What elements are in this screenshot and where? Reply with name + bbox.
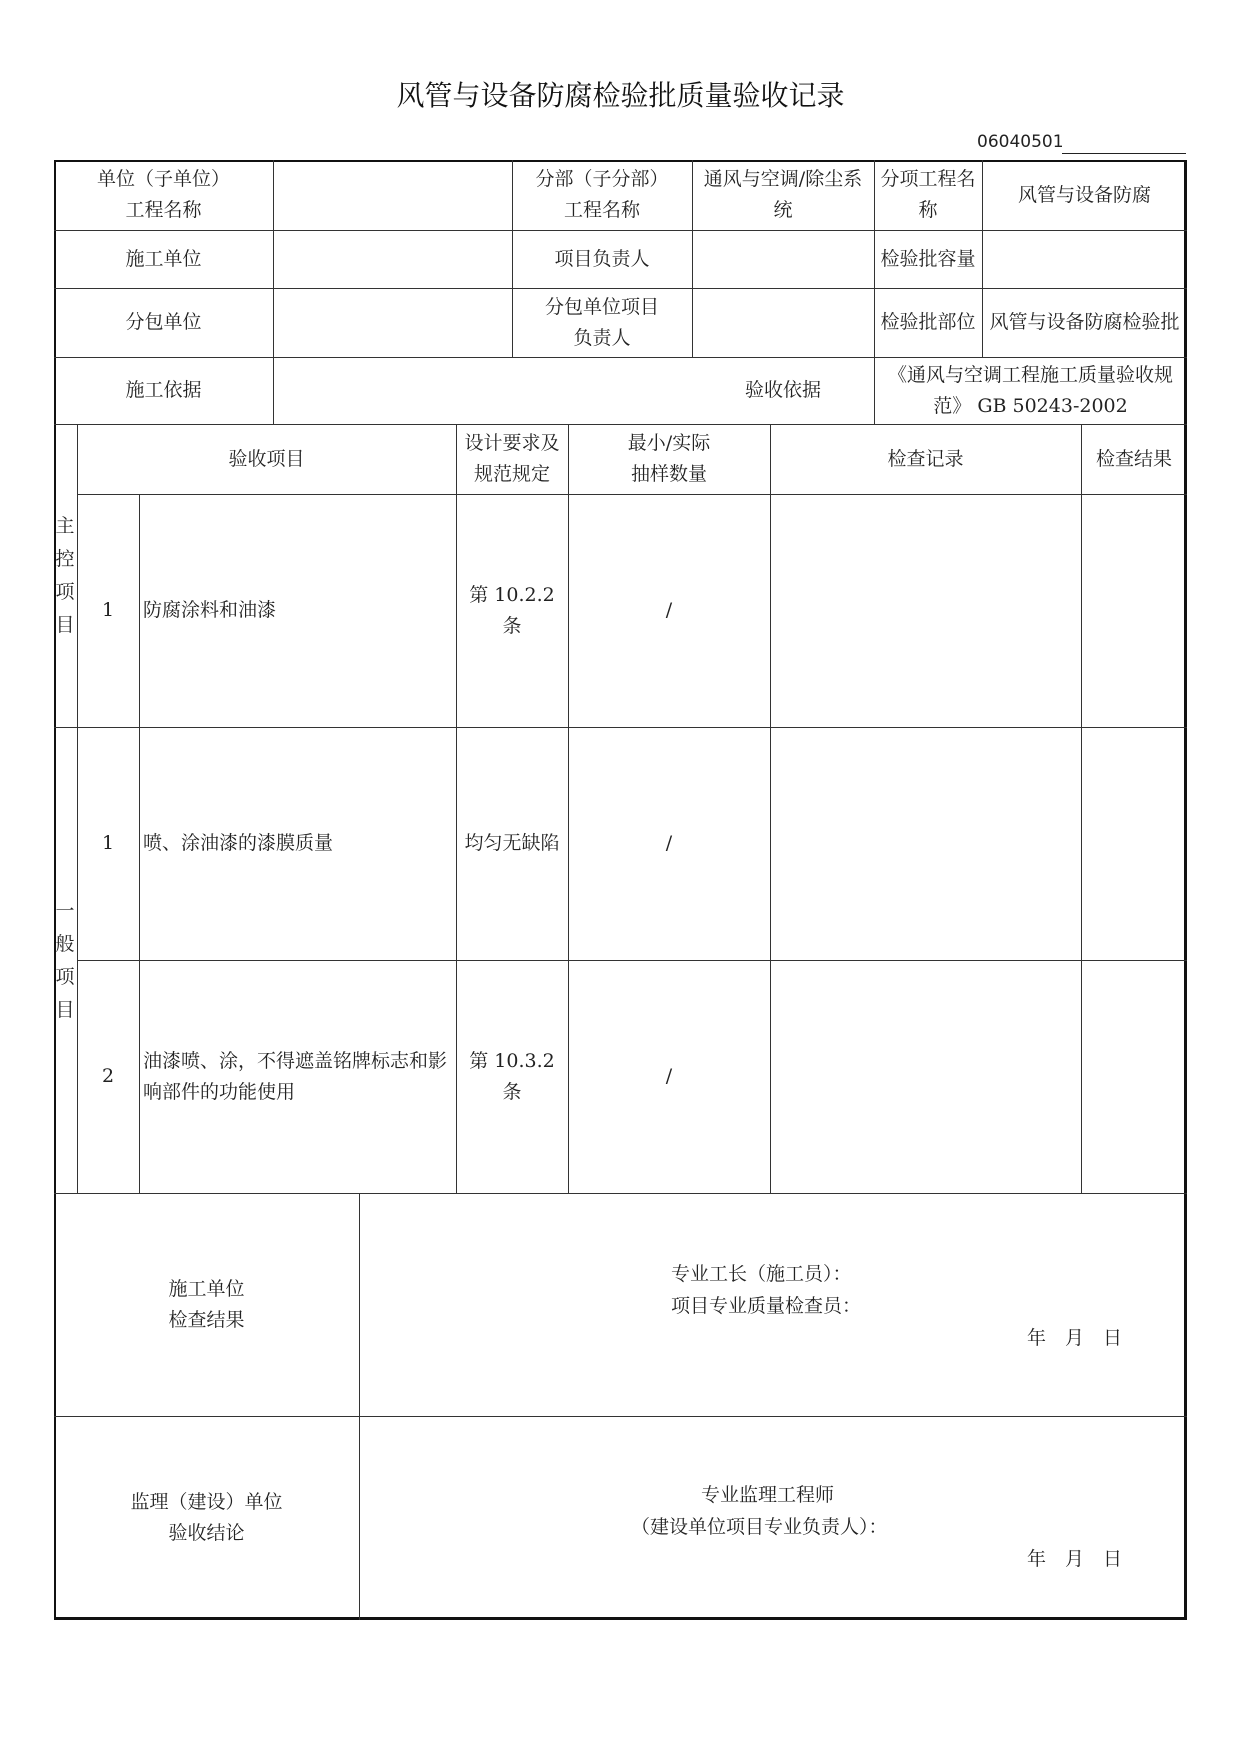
contractor-check-area[interactable] (359, 1193, 1187, 1416)
subitem-project-name-label: 分项工程名称 (880, 168, 976, 221)
batch-part-label: 检验批部位 (880, 311, 976, 333)
row-1-sample[interactable]: / (665, 599, 673, 621)
row-3-no: 2 (101, 1065, 115, 1087)
col-header-record: 检查记录 (887, 447, 964, 470)
quality-inspector-label: 项目专业质量检查员： (671, 1295, 862, 1317)
row-1-record[interactable] (770, 494, 1081, 727)
foreman-label: 专业工长（施工员）： (671, 1263, 852, 1285)
subdivision-project-name-label: 分部（子分部） 工程名称 (535, 168, 669, 221)
row-1-item: 防腐涂料和油漆 (143, 599, 277, 621)
subcontractor-manager-value[interactable] (692, 288, 874, 357)
row-2-sample[interactable]: / (665, 832, 673, 854)
project-manager-label: 项目负责人 (554, 247, 650, 270)
contractor-value[interactable] (273, 230, 512, 288)
row-3-item: 油漆喷、涂，不得遮盖铭牌标志和影响部件的功能使用 (143, 1049, 448, 1103)
owner-manager-label: （建设单位项目专业负责人）： (631, 1516, 888, 1538)
batch-part-value[interactable]: 风管与设备防腐检验批 (989, 311, 1180, 333)
supervision-conclusion-area[interactable] (359, 1416, 1187, 1620)
col-header-item: 验收项目 (228, 447, 305, 470)
row-2-design: 均匀无缺陷 (464, 832, 560, 854)
group-label-general: 一般项目 (55, 900, 75, 1021)
batch-capacity-value[interactable] (982, 230, 1187, 288)
supervisor-label: 专业监理工程师 (701, 1484, 835, 1506)
subitem-project-name-value[interactable]: 风管与设备防腐 (1017, 183, 1151, 206)
row-1-result[interactable] (1081, 494, 1187, 727)
page-title: 风管与设备防腐检验批质量验收记录 (396, 79, 845, 112)
unit-project-name-label: 单位（子单位） 工程名称 (96, 168, 230, 221)
row-2-record[interactable] (770, 727, 1081, 960)
subdivision-project-name-value[interactable]: 通风与空调/除尘系统 (703, 168, 863, 221)
project-manager-value[interactable] (692, 230, 874, 288)
batch-capacity-label: 检验批容量 (880, 247, 976, 270)
date-1: 年 月 日 (1027, 1327, 1123, 1349)
row-2-result[interactable] (1081, 727, 1187, 960)
row-2-no: 1 (101, 832, 115, 854)
row-3-result[interactable] (1081, 960, 1187, 1193)
row-3-sample[interactable]: / (665, 1065, 673, 1087)
contractor-check-label: 施工单位 检查结果 (168, 1277, 245, 1331)
acceptance-basis-label: 验收依据 (744, 379, 821, 401)
supervision-conclusion-label: 监理（建设）单位 验收结论 (130, 1491, 283, 1544)
record-code: 06040501 (977, 132, 1064, 152)
contractor-label: 施工单位 (125, 247, 202, 270)
unit-project-name-value[interactable] (273, 160, 512, 230)
row-3-record[interactable] (770, 960, 1081, 1193)
subcontractor-label: 分包单位 (125, 311, 202, 333)
col-header-sample: 最小/实际 抽样数量 (627, 432, 711, 485)
record-code-blank-line (1062, 153, 1186, 154)
construction-basis-label: 施工依据 (125, 379, 202, 401)
subcontractor-value[interactable] (273, 288, 512, 357)
group-label-main-control: 主控项目 (55, 515, 75, 636)
row-3-design: 第 10.3.2 条 (469, 1049, 555, 1103)
row-2-item: 喷、涂油漆的漆膜质量 (143, 832, 334, 854)
acceptance-basis-value: 《通风与空调工程施工质量验收规范》 GB 50243-2002 (887, 363, 1173, 417)
row-1-no: 1 (101, 599, 115, 621)
construction-basis-value[interactable] (273, 357, 692, 424)
date-2: 年 月 日 (1027, 1548, 1123, 1570)
col-header-result: 检查结果 (1095, 447, 1172, 470)
subcontractor-manager-label: 分包单位项目 负责人 (544, 295, 659, 349)
col-header-design: 设计要求及 规范规定 (464, 432, 560, 485)
row-1-design: 第 10.2.2 条 (469, 583, 555, 637)
